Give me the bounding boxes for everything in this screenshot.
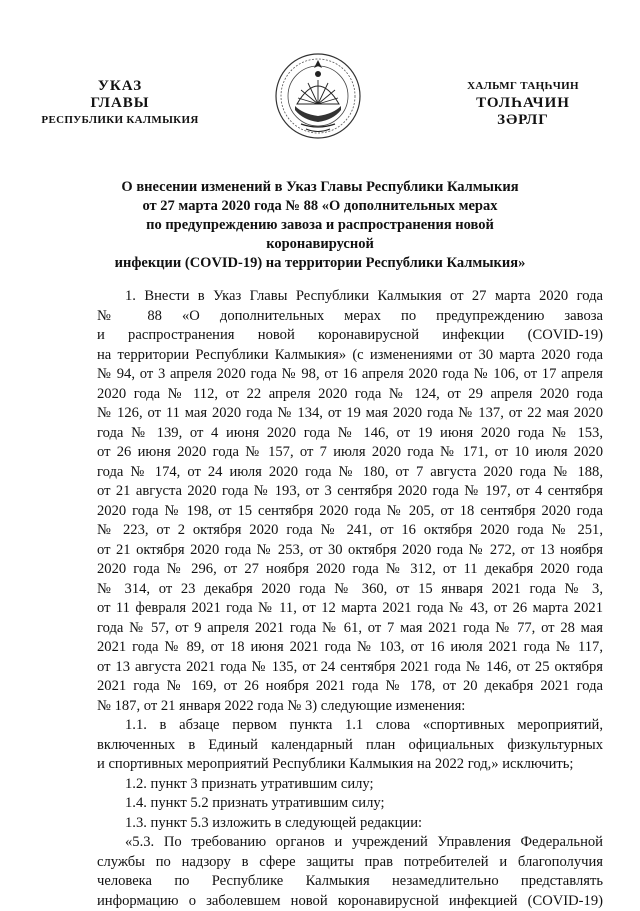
body-line: от 21 августа 2020 года № 193, от 3 сентября 2020 года № 197, от 4 сентября: [97, 482, 603, 502]
quoted-clause-5-3: [97, 833, 603, 911]
body-line: 2021 года № 89, от 18 июня 2021 года № 103, от 16 июля 2021 года № 117,: [97, 638, 603, 658]
body-line: № 187, от 21 января 2022 года № 3) следующие изменения:: [97, 697, 603, 717]
header-right: [438, 78, 608, 129]
coat-of-arms-icon: [273, 50, 363, 142]
header-left-line-3: РЕСПУБЛИКИ КАЛМЫКИЯ: [35, 112, 205, 129]
document-body: [97, 287, 603, 911]
title-line: по предупреждению завоза и распространения новой коронавирусной: [95, 216, 545, 254]
header-left-line-2: ГЛАВЫ: [35, 95, 205, 112]
item-1-3: 1.3. пункт 5.3 изложить в следующей редакции:: [97, 814, 603, 834]
body-line: службы по надзору в сфере защиты прав потребителей и благополучия: [97, 853, 603, 873]
body-line: 2020 года № 112, от 22 апреля 2020 года № 124, от 29 апреля 2020 года: [97, 385, 603, 405]
body-line: № 314, от 23 декабря 2020 года № 360, от 15 января 2021 года № 3,: [97, 580, 603, 600]
body-line: и спортивных мероприятий Республики Калмыкия на 2022 год,» исключить;: [97, 755, 603, 775]
body-line: 2021 года № 169, от 26 ноября 2021 года № 178, от 20 декабря 2021 года: [97, 677, 603, 697]
body-line: года № 57, от 9 апреля 2021 года № 61, от 7 мая 2021 года № 77, от 28 мая: [97, 619, 603, 639]
document-title: [95, 178, 545, 273]
item-1-2: 1.2. пункт 3 признать утратившим силу;: [97, 775, 603, 795]
body-line: от 11 февраля 2021 года № 11, от 12 марта 2021 года № 43, от 26 марта 2021: [97, 599, 603, 619]
body-line: года № 139, от 4 июня 2020 года № 146, от 19 июня 2020 года № 153,: [97, 424, 603, 444]
item-1-1: [97, 716, 603, 775]
title-line: от 27 марта 2020 года № 88 «О дополнительных мерах: [95, 197, 545, 216]
body-line: № 223, от 2 октября 2020 года № 241, от 16 октября 2020 года № 251,: [97, 521, 603, 541]
title-line: О внесении изменений в Указ Главы Республики Калмыкия: [95, 178, 545, 197]
body-line: от 26 июня 2020 года № 157, от 7 июля 2020 года № 171, от 10 июля 2020: [97, 443, 603, 463]
body-line: «5.3. По требованию органов и учреждений Управления Федеральной: [97, 833, 603, 853]
body-line: включенных в Единый календарный план официальных физкультурных: [97, 736, 603, 756]
title-line: инфекции (COVID-19) на территории Республики Калмыкия»: [95, 254, 545, 273]
body-line: года № 174, от 24 июля 2020 года № 180, от 7 августа 2020 года № 188,: [97, 463, 603, 483]
body-line: от 13 августа 2021 года № 135, от 24 сентября 2021 года № 146, от 25 октября: [97, 658, 603, 678]
paragraph-1: [97, 287, 603, 716]
header-left: [35, 78, 205, 129]
body-line: 1.1. в абзаце первом пункта 1.1 слова «спортивных мероприятий,: [97, 716, 603, 736]
body-line: от 21 октября 2020 года № 253, от 30 октября 2020 года № 272, от 13 ноября: [97, 541, 603, 561]
body-line: 2020 года № 198, от 15 сентября 2020 года № 205, от 18 сентября 2020 года: [97, 502, 603, 522]
header-right-line-2: ТОЛҺАЧИН: [438, 95, 608, 112]
item-1-4: 1.4. пункт 5.2 признать утратившим силу;: [97, 794, 603, 814]
header-right-line-1: ХАЛЬМГ ТАҢҺЧИН: [438, 78, 608, 95]
body-line: информацию о заболевшем новой коронавирусной инфекцией (COVID-19): [97, 892, 603, 911]
body-line: № 88 «О дополнительных мерах по предупреждению завоза: [97, 307, 603, 327]
body-line: человека по Республике Калмыкия незамедлительно представлять: [97, 872, 603, 892]
header-left-line-1: УКАЗ: [35, 78, 205, 95]
body-line: 1. Внести в Указ Главы Республики Калмыкия от 27 марта 2020 года: [97, 287, 603, 307]
header-right-line-3: ЗӘРЛГ: [438, 112, 608, 129]
body-line: № 94, от 3 апреля 2020 года № 98, от 16 апреля 2020 года № 106, от 17 апреля: [97, 365, 603, 385]
body-line: № 126, от 11 мая 2020 года № 134, от 19 мая 2020 года № 137, от 22 мая 2020: [97, 404, 603, 424]
body-line: и распространения новой коронавирусной инфекции (COVID-19): [97, 326, 603, 346]
body-line: 2020 года № 296, от 27 ноября 2020 года № 312, от 11 декабря 2020 года: [97, 560, 603, 580]
body-line: на территории Республики Калмыкия» (с изменениями от 30 марта 2020 года: [97, 346, 603, 366]
